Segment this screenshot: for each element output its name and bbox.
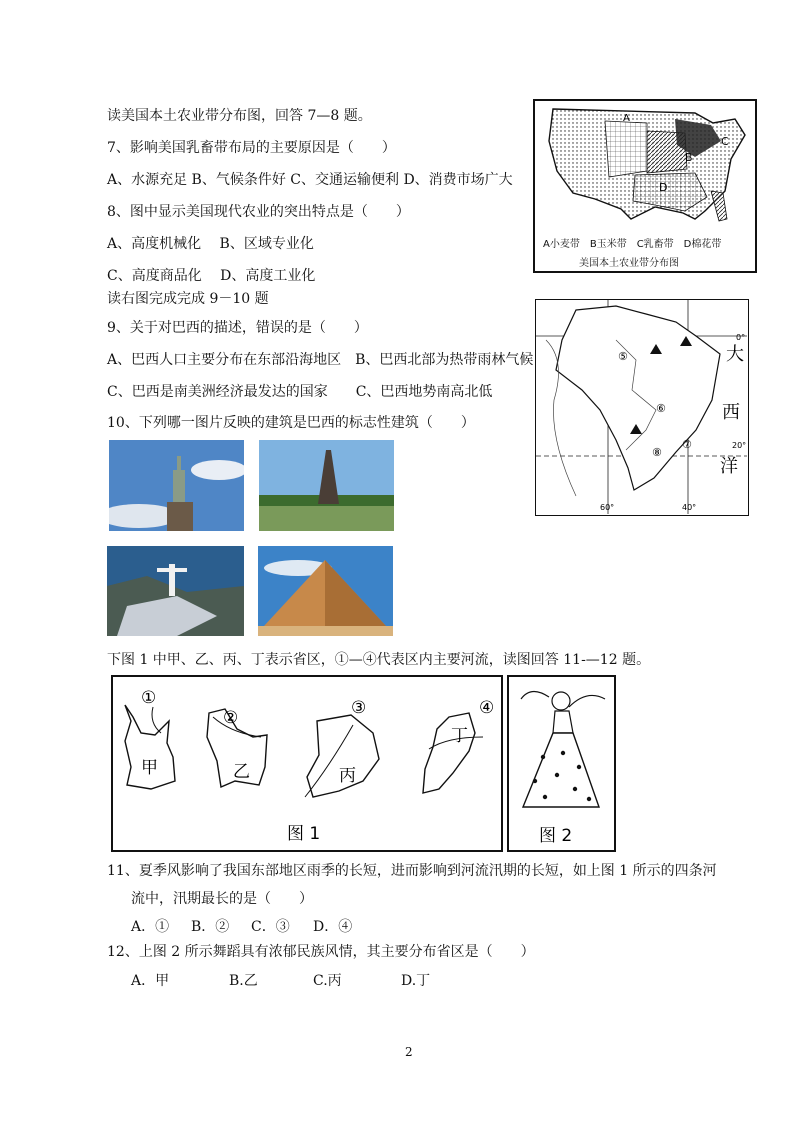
lon-40-label: 40° xyxy=(682,503,697,512)
q11-option-a: A．① xyxy=(131,919,170,935)
brazil-map-graphic xyxy=(536,300,747,514)
lat-20-label: 20° xyxy=(732,441,747,450)
brazil-number-8: ⑧ xyxy=(652,446,662,459)
brazil-number-6: ⑥ xyxy=(656,402,666,415)
brazil-map xyxy=(535,299,749,516)
ocean-label-2: 西 xyxy=(722,402,740,423)
usa-letter-b: B xyxy=(685,151,693,164)
q9-options-line1: A、巴西人口主要分布在东部沿海地区 B、巴西北部为热带雨林气候 xyxy=(107,352,534,368)
usa-letter-d: D xyxy=(659,181,668,194)
photo-pyramid[interactable] xyxy=(258,546,393,636)
q11-option-d: D．④ xyxy=(313,919,353,935)
intro-china: 下图 1 中甲、乙、丙、丁表示省区，①—④代表区内主要河流，读图回答 11-—12 题。 xyxy=(107,652,651,668)
ocean-label-1: 大 xyxy=(726,344,744,365)
intro-usa: 读美国本土农业带分布图，回答 7—8 题。 xyxy=(107,108,372,124)
figure-2 xyxy=(507,675,616,852)
usa-map-legend: A小麦带 B玉米带 C乳畜带 D棉花带 xyxy=(543,239,722,250)
brazil-number-5: ⑤ xyxy=(618,350,628,363)
q12-option-a: A．甲 xyxy=(131,973,170,989)
river-2-label: ② xyxy=(223,708,239,728)
province-jia-label: 甲 xyxy=(141,758,158,778)
q8-options-line1: A、高度机械化 B、区域专业化 xyxy=(107,236,314,252)
figure-2-caption: 图 2 xyxy=(539,826,573,846)
province-bing-label: 丙 xyxy=(339,766,356,786)
province-yi-label: 乙 xyxy=(233,762,250,782)
q8-options-line2: C、高度商品化 D、高度工业化 xyxy=(107,268,316,284)
q8-stem: 8、图中显示美国现代农业的突出特点是（ ） xyxy=(107,204,410,220)
q11-stem-line2: 流中，汛期最长的是（ ） xyxy=(131,891,313,907)
usa-agriculture-map xyxy=(533,99,757,273)
figure-1-graphic xyxy=(113,677,500,849)
figure-2-dancer-graphic xyxy=(509,677,613,849)
q11-option-c: C．③ xyxy=(251,919,290,935)
province-ding-label: 丁 xyxy=(451,726,468,746)
lon-60-label: 60° xyxy=(600,503,615,512)
page-number: 2 xyxy=(405,1045,413,1059)
q7-stem: 7、影响美国乳畜带布局的主要原因是（ ） xyxy=(107,140,396,156)
brazil-number-7: ⑦ xyxy=(682,438,692,451)
usa-letter-a: A xyxy=(623,113,630,124)
q11-option-b: B．② xyxy=(191,919,230,935)
river-1-label: ① xyxy=(141,688,157,708)
q10-stem: 10、下列哪一图片反映的建筑是巴西的标志性建筑（ ） xyxy=(107,415,475,431)
usa-letter-c: C xyxy=(721,135,729,148)
figure-1 xyxy=(111,675,503,852)
q9-stem: 9、关于对巴西的描述，错误的是（ ） xyxy=(107,320,368,336)
q12-option-b: B.乙 xyxy=(229,973,258,989)
ocean-label-3: 洋 xyxy=(720,456,738,477)
q12-option-c: C.丙 xyxy=(313,973,342,989)
intro-brazil: 读右图完成完成 9－10 题 xyxy=(107,291,269,307)
river-4-label: ④ xyxy=(479,698,495,718)
photo-christ-the-redeemer[interactable] xyxy=(107,546,244,636)
photo-statue-of-liberty[interactable] xyxy=(109,440,244,531)
river-3-label: ③ xyxy=(351,698,367,718)
q7-options: A、水源充足 B、气候条件好 C、交通运输便利 D、消费市场广大 xyxy=(107,172,513,188)
q9-options-line2: C、巴西是南美洲经济最发达的国家 C、巴西地势南高北低 xyxy=(107,384,493,400)
figure-1-caption: 图 1 xyxy=(287,824,321,844)
photo-eiffel-tower[interactable] xyxy=(259,440,394,531)
q12-option-d: D.丁 xyxy=(401,973,431,989)
q12-stem: 12、上图 2 所示舞蹈具有浓郁民族风情，其主要分布省区是（ ） xyxy=(107,944,535,960)
usa-map-title: 美国本土农业带分布图 xyxy=(579,258,679,269)
q11-stem-line1: 11、夏季风影响了我国东部地区雨季的长短，进而影响到河流汛期的长短，如上图 1 所示的四条河 xyxy=(107,863,717,879)
lat-0-label: 0° xyxy=(736,333,746,342)
